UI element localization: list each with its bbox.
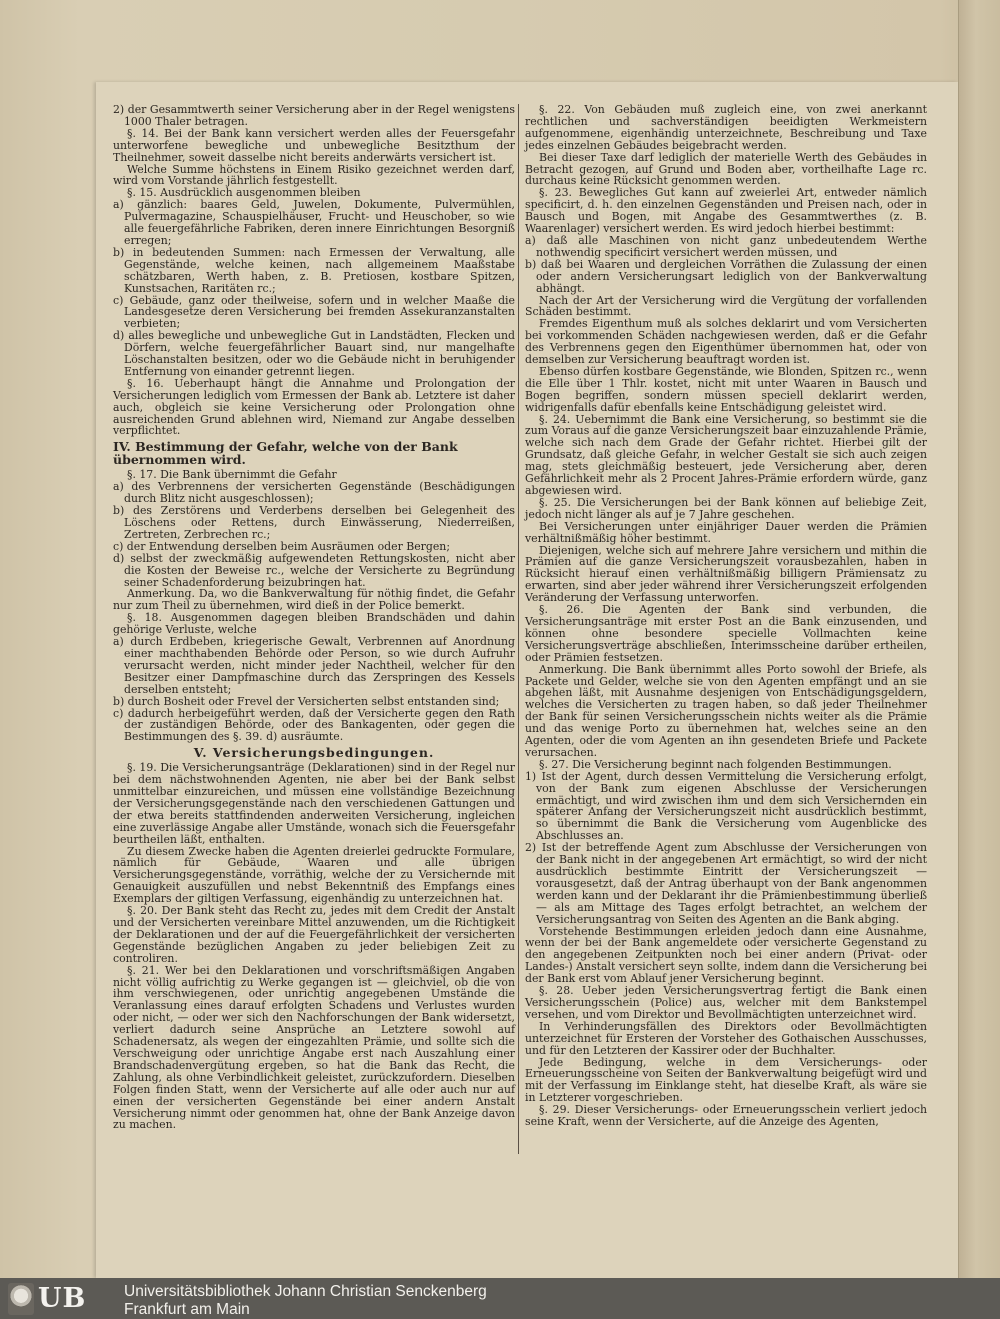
paragraph: §. 23. Bewegliches Gut kann auf zweierlei Art, entweder nämlich specificirt, d. h. den einzelnen Gegenständen und Preisen nach, oder in Bausch und Bogen, mit Angabe des Gesammtwerthes (z. B. Waarenlager) versichert werden. Es wird jedoch hierbei bestimmt:	[525, 186, 927, 236]
list-item: b) des Zerstörens und Verderbens derselben bei Gelegenheit des Löschens oder Rettens, durch Einwässerung, Niederreißen, Zertreten, Zerbrechen rc.;	[113, 504, 515, 541]
section-heading: IV. Bestimmung der Gefahr, welche von der Bank übernommen wird.	[113, 439, 458, 468]
list-item: a) gänzlich: baares Geld, Juwelen, Dokumente, Pulvermühlen, Pulvermagazine, Schauspielhäuser, Frucht- und Heuschober, so wie alle feuergefährliche Fabriken, deren innere Einrichtungen Besorgniß erregen;	[113, 198, 515, 247]
next-leaf-edge	[958, 0, 1000, 1278]
portrait-icon	[8, 1283, 34, 1315]
list-item: a) durch Erdbeben, kriegerische Gewalt, Verbrennen auf Anordnung einer machthabenden Behörde oder Person, so wie durch Aufruhr verursacht werden, nicht minder jeder Nachtheil, welcher für den Besitzer einer Dampfmaschine durch das Zerspringen des Kessels derselben entsteht;	[113, 635, 515, 696]
list-item: 2) der Gesammtwerth seiner Versicherung aber in der Regel wenigstens 1000 Thaler betragen.	[113, 103, 515, 128]
paragraph: §. 25. Die Versicherungen bei der Bank können auf beliebige Zeit, jedoch nicht länger als auf je 7 Jahre geschehen.	[525, 495, 927, 521]
list-item: 1) Ist der Agent, durch dessen Vermittelung die Versicherung erfolgt, von der Bank zum eigenen Abschlusse der Versicherungen ermächtigt, und wird zwischen ihm und dem sich Versichernden ein späterer Anfang der Versicherungszeit nicht ausdrücklich bestimmt, so übernimmt die Bank die Versicherung vom Augenblicke des Abschlusses an.	[525, 769, 927, 843]
paragraph: In Verhinderungsfällen des Direktors oder Bevollmächtigten unterzeichnet für Ersteren der Vorsteher des Gothaischen Ausschusses, und für den Letzteren der Kassirer oder der Buchhalter.	[525, 1019, 927, 1057]
list-item: b) in bedeutenden Summen: nach Ermessen der Verwaltung, alle Gegenstände, welche keinen, nach allgemeinem Maaßstabe schätzbaren, Werth haben, z. B. Pretiosen, kostbare Spitzen, Kunstsachen, Raritäten rc.;	[113, 245, 515, 295]
paragraph: §. 15. Ausdrücklich ausgenommen bleiben	[127, 186, 361, 200]
left-text-column	[113, 104, 515, 1131]
ub-logo-text: UB	[38, 1283, 87, 1314]
paragraph: §. 28. Ueber jeden Versicherungsvertrag fertigt die Bank einen Versicherungsschein (Police) aus, welcher mit dem Bankstempel versehen, und vom Direktor und Bevollmächtigten unterzeichnet wird.	[525, 984, 927, 1021]
paragraph: Vorstehende Bestimmungen erleiden jedoch dann eine Ausnahme, wenn der bei der Bank angemeldete oder versicherte Gegenstand zu den angegebenen Zeitpunkten noch bei einer andern (Privat- oder Landes-) Anstalt versichert seyn sollte, indem dann die Versicherung bei der Bank erst vom Ablauf jener Versicherung beginnt.	[525, 924, 927, 986]
paragraph: Welche Summe höchstens in Einem Risiko gezeichnet werden darf, wird vom Vorstande jährlich festgestellt.	[113, 162, 515, 188]
list-item: c) Gebäude, ganz oder theilweise, sofern und in welcher Maaße die Landesgesetze deren Versicherung bei fremden Assekuranzanstalten verbieten;	[113, 293, 515, 331]
paragraph: §. 22. Von Gebäuden muß zugleich eine, von zwei anerkannt rechtlichen und sachverständigen beeidigten Werkmeistern aufgenommene, eigenhändig unterzeichnete, Beschreibung und Taxe jedes einzelnen Gebäudes beigebracht werden.	[525, 103, 927, 152]
list-item: d) alles bewegliche und unbewegliche Gut in Landstädten, Flecken und Dörfern, welche feuergefährlicher Bauart sind, nur mangelhafte Löschanstalten besitzen, oder wo die Gebäude nicht in beruhigender Entfernung von einander getrennt liegen.	[113, 329, 515, 378]
paragraph: §. 19. Die Versicherungsanträge (Deklarationen) sind in der Regel nur bei dem nächstwohnenden Agenten, nie aber bei der Bank selbst unmittelbar einzureichen, und müssen eine vollständige Bezeichnung der Versicherungsgegenstände nach den verschiedenen Gattungen und der etwa bereits stattfindenden anderweiten Versicherung, ingleichen eine zuverlässige Angabe aller Umstände, wonach sich die Feuersgefahr beurtheilen läßt, enthalten.	[113, 761, 515, 846]
list-item: d) selbst der zweckmäßig aufgewendeten Rettungskosten, nicht aber die Kosten der Beweise rc., welche der Versicherte zu Begründung seiner Schadenforderung beizubringen hat.	[113, 551, 515, 589]
paragraph: Zu diesem Zwecke haben die Agenten dreierlei gedruckte Formulare, nämlich für Gebäude, Waaren und alle übrigen Versicherungsgegenstände, vorräthig, welche der zu Versichernde mit Genauigkeit auszufüllen und nebst Bekenntniß des Empfangs eines Exemplars der giltigen Verfassung, eigenhändig zu unterzeichnen hat.	[113, 844, 515, 906]
paragraph: Ebenso dürfen kostbare Gegenstände, wie Blonden, Spitzen rc., wenn die Elle über 1 Thlr. kostet, nicht mit unter Waaren in Bausch und Bogen begriffen, sondern müssen speciell deklarirt werden, widrigenfalls dafür ebenfalls keine Entschädigung geleistet wird.	[525, 364, 927, 414]
paragraph: Bei dieser Taxe darf lediglich der materielle Werth des Gebäudes in Betracht gezogen, auf Grund und Boden aber, vortheilhafte Lage rc. durchaus keine Rücksicht genommen werden.	[525, 150, 927, 188]
list-item: a) daß alle Maschinen von nicht ganz unbedeutendem Werthe nothwendig specificirt versichert werden müssen, und	[525, 233, 927, 259]
list-item: a) des Verbrennens der versicherten Gegenstände (Beschädigungen durch Blitz nicht ausgeschlossen);	[113, 480, 515, 506]
right-text-column	[525, 104, 927, 1128]
library-credit	[124, 1283, 487, 1319]
paragraph: Anmerkung. Da, wo die Bankverwaltung für nöthig findet, die Gefahr nur zum Theil zu übernehmen, wird dieß in der Police bemerkt.	[113, 587, 515, 613]
paragraph: §. 18. Ausgenommen dagegen bleiben Brandschäden und dahin gehörige Verluste, welche	[113, 611, 515, 637]
paragraph: §. 16. Ueberhaupt hängt die Annahme und Prolongation der Versicherungen lediglich vom Ermessen der Bank ab. Letztere ist daher auch, obgleich sie keine Versicherung oder Prolongation ohne ausreichenden Grund ablehnen wird, Niemand zur Angabe desselben verpflichtet.	[113, 376, 515, 438]
library-city: Frankfurt am Main	[124, 1301, 250, 1318]
paragraph: §. 17. Die Bank übernimmt die Gefahr	[127, 468, 337, 482]
list-item: 2) Ist der betreffende Agent zum Abschlusse der Versicherungen von der Bank nicht in der angegebenen Art ermächtigt, so wird der nicht ausdrücklich bestimmte Eintritt der Versicherungszeit — vorausgesetzt, daß der Antrag überhaupt von der Bank angenommen werden kann und der Deklarant ihr die Prämienbestimmung überließ — als am Mittage des Tages erfolgt betrachtet, an welchem der Versicherungsantrag von Seiten des Agenten an die Bank abging.	[525, 841, 927, 926]
paragraph: §. 20. Der Bank steht das Recht zu, jedes mit dem Credit der Anstalt und der Versicherten vereinbare Mittel anzuwenden, um die Richtigkeit der Deklarationen und der auf die Feuergefährlichkeit der versicherten Gegenstände bezüglichen Angaben zu jeder beliebigen Zeit zu controliren.	[113, 904, 515, 965]
paragraph: §. 21. Wer bei den Deklarationen und vorschriftsmäßigen Angaben nicht völlig aufrichtig zu Werke gegangen ist — gleichviel, ob die von ihm verschwiegenen, oder unrichtig angegebenen Umstände die Veranlassung eines darauf erfolgten Schadens und Verlustes wurden oder nicht, — oder wer sich den Nachforschungen der Bank widersetzt, verliert dadurch seine Ansprüche an Letztere sowohl auf Schadenersatz, als wegen der eingezahlten Prämie, und sollte sich die Verschweigung oder unrichtige Angabe erst nach Auszahlung einer Brandschadenvergütung ergeben, so hat die Bank das Recht, die Zahlung, als ohne Verbindlichkeit geleistet, zurückzufordern. Dieselben Folgen finden Statt, wenn der Versicherte auf alle oder auch nur auf einen der versicherten Gegenstände bei einer andern Anstalt Versicherung nimmt oder genommen hat, ohne der Bank Anzeige davon zu machen.	[113, 963, 515, 1132]
library-name: Universitätsbibliothek Johann Christian Senckenberg	[124, 1283, 487, 1300]
paragraph: Fremdes Eigenthum muß als solches deklarirt und vom Versicherten bei vorkommenden Schäden nachgewiesen werden, daß er die Gefahr des Verbrennens gegen den Eigenthümer übernommen hat, oder von demselben zur Versicherung beauftragt worden ist.	[525, 317, 927, 367]
paragraph: Jede Bedingung, welche in dem Versicherungs- oder Erneuerungsscheine von Seiten der Bankverwaltung beigefügt wird und mit der Verfassung im Einklange steht, hat dieselbe Kraft, als wäre sie in Letzterer vorgeschrieben.	[525, 1055, 927, 1105]
paragraph: Anmerkung. Die Bank übernimmt alles Porto sowohl der Briefe, als Packete und Gelder, welche sie von den Agenten empfängt und an sie abgehen läßt, mit Ausnahme desjenigen von Entschädigungsgeldern, welches die Versicherten zu tragen haben, so daß jeder Theilnehmer der Bank für seinen Versicherungsschein nichts weiter als die Prämie und das wenige Porto zu übernehmen hat, welches seine an den Agenten, oder die vom Agenten an ihn gesendeten Briefe und Packete verursachen.	[525, 662, 927, 759]
paragraph: §. 26. Die Agenten der Bank sind verbunden, die Versicherungsanträge mit erster Post an die Bank einzusenden, und können ohne besondere specielle Vollmachten keine Versicherungsverträge abschließen, Interimsscheine darüber ertheilen, oder Prämien festsetzen.	[525, 603, 927, 664]
paragraph: Bei Versicherungen unter einjähriger Dauer werden die Prämien verhältnißmäßig höher bestimmt.	[525, 519, 927, 545]
paragraph: §. 29. Dieser Versicherungs- oder Erneuerungsschein verliert jedoch seine Kraft, wenn der Versicherte, auf die Anzeige des Agenten,	[525, 1103, 927, 1129]
paragraph: §. 14. Bei der Bank kann versichert werden alles der Feuersgefahr unterworfene bewegliche und unbewegliche Besitzthum der Theilnehmer, soweit dasselbe nicht bereits anderwärts versichert ist.	[113, 126, 515, 164]
list-item: c) der Entwendung derselben beim Ausräumen oder Bergen;	[113, 539, 450, 553]
paragraph: Nach der Art der Versicherung wird die Vergütung der vorfallenden Schäden bestimmt.	[525, 293, 927, 319]
list-item: b) daß bei Waaren und dergleichen Vorräthen die Zulassung der einen oder andern Versicherungsart lediglich von der Bankverwaltung abhängt.	[525, 257, 927, 295]
paragraph: Diejenigen, welche sich auf mehrere Jahre versichern und mithin die Prämien auf die ganze Versicherungszeit vorausbezahlen, haben in Rücksicht hierauf einen verhältnißmäßig billigern Prämiensatz zu erwarten, sind aber jeder während ihrer Versicherungszeit erfolgenden Veränderung der Verfassung unterworfen.	[525, 543, 927, 605]
list-item: b) durch Bosheit oder Frevel der Versicherten selbst entstanden sind;	[113, 694, 500, 708]
paragraph: §. 27. Die Versicherung beginnt nach folgenden Bestimmungen.	[539, 757, 892, 771]
section-heading: V. Versicherungsbedingungen.	[193, 745, 435, 761]
ub-logo[interactable]	[8, 1282, 118, 1316]
list-item: c) dadurch herbeigeführt werden, daß der Versicherte gegen den Rath der zuständigen Behörde, oder des Bankagenten, oder gegen die Bestimmungen des §. 39. d) ausräumte.	[113, 706, 515, 744]
column-divider	[518, 104, 519, 1154]
paragraph: §. 24. Uebernimmt die Bank eine Versicherung, so bestimmt sie die zum Voraus auf die ganze Versicherungszeit baar einzuzahlende Prämie, welche sich nach dem Grade der Gefahr richtet. Hierbei gilt der Grundsatz, daß gleiche Gefahr, in welcher Gestalt sie sich auch zeigen mag, stets gleichmäßig besteuert, jede Versicherung aber, deren Gefährlichkeit mehr als 2 Procent Jahres-Prämie erfordern würde, ganz abgewiesen wird.	[525, 412, 927, 497]
